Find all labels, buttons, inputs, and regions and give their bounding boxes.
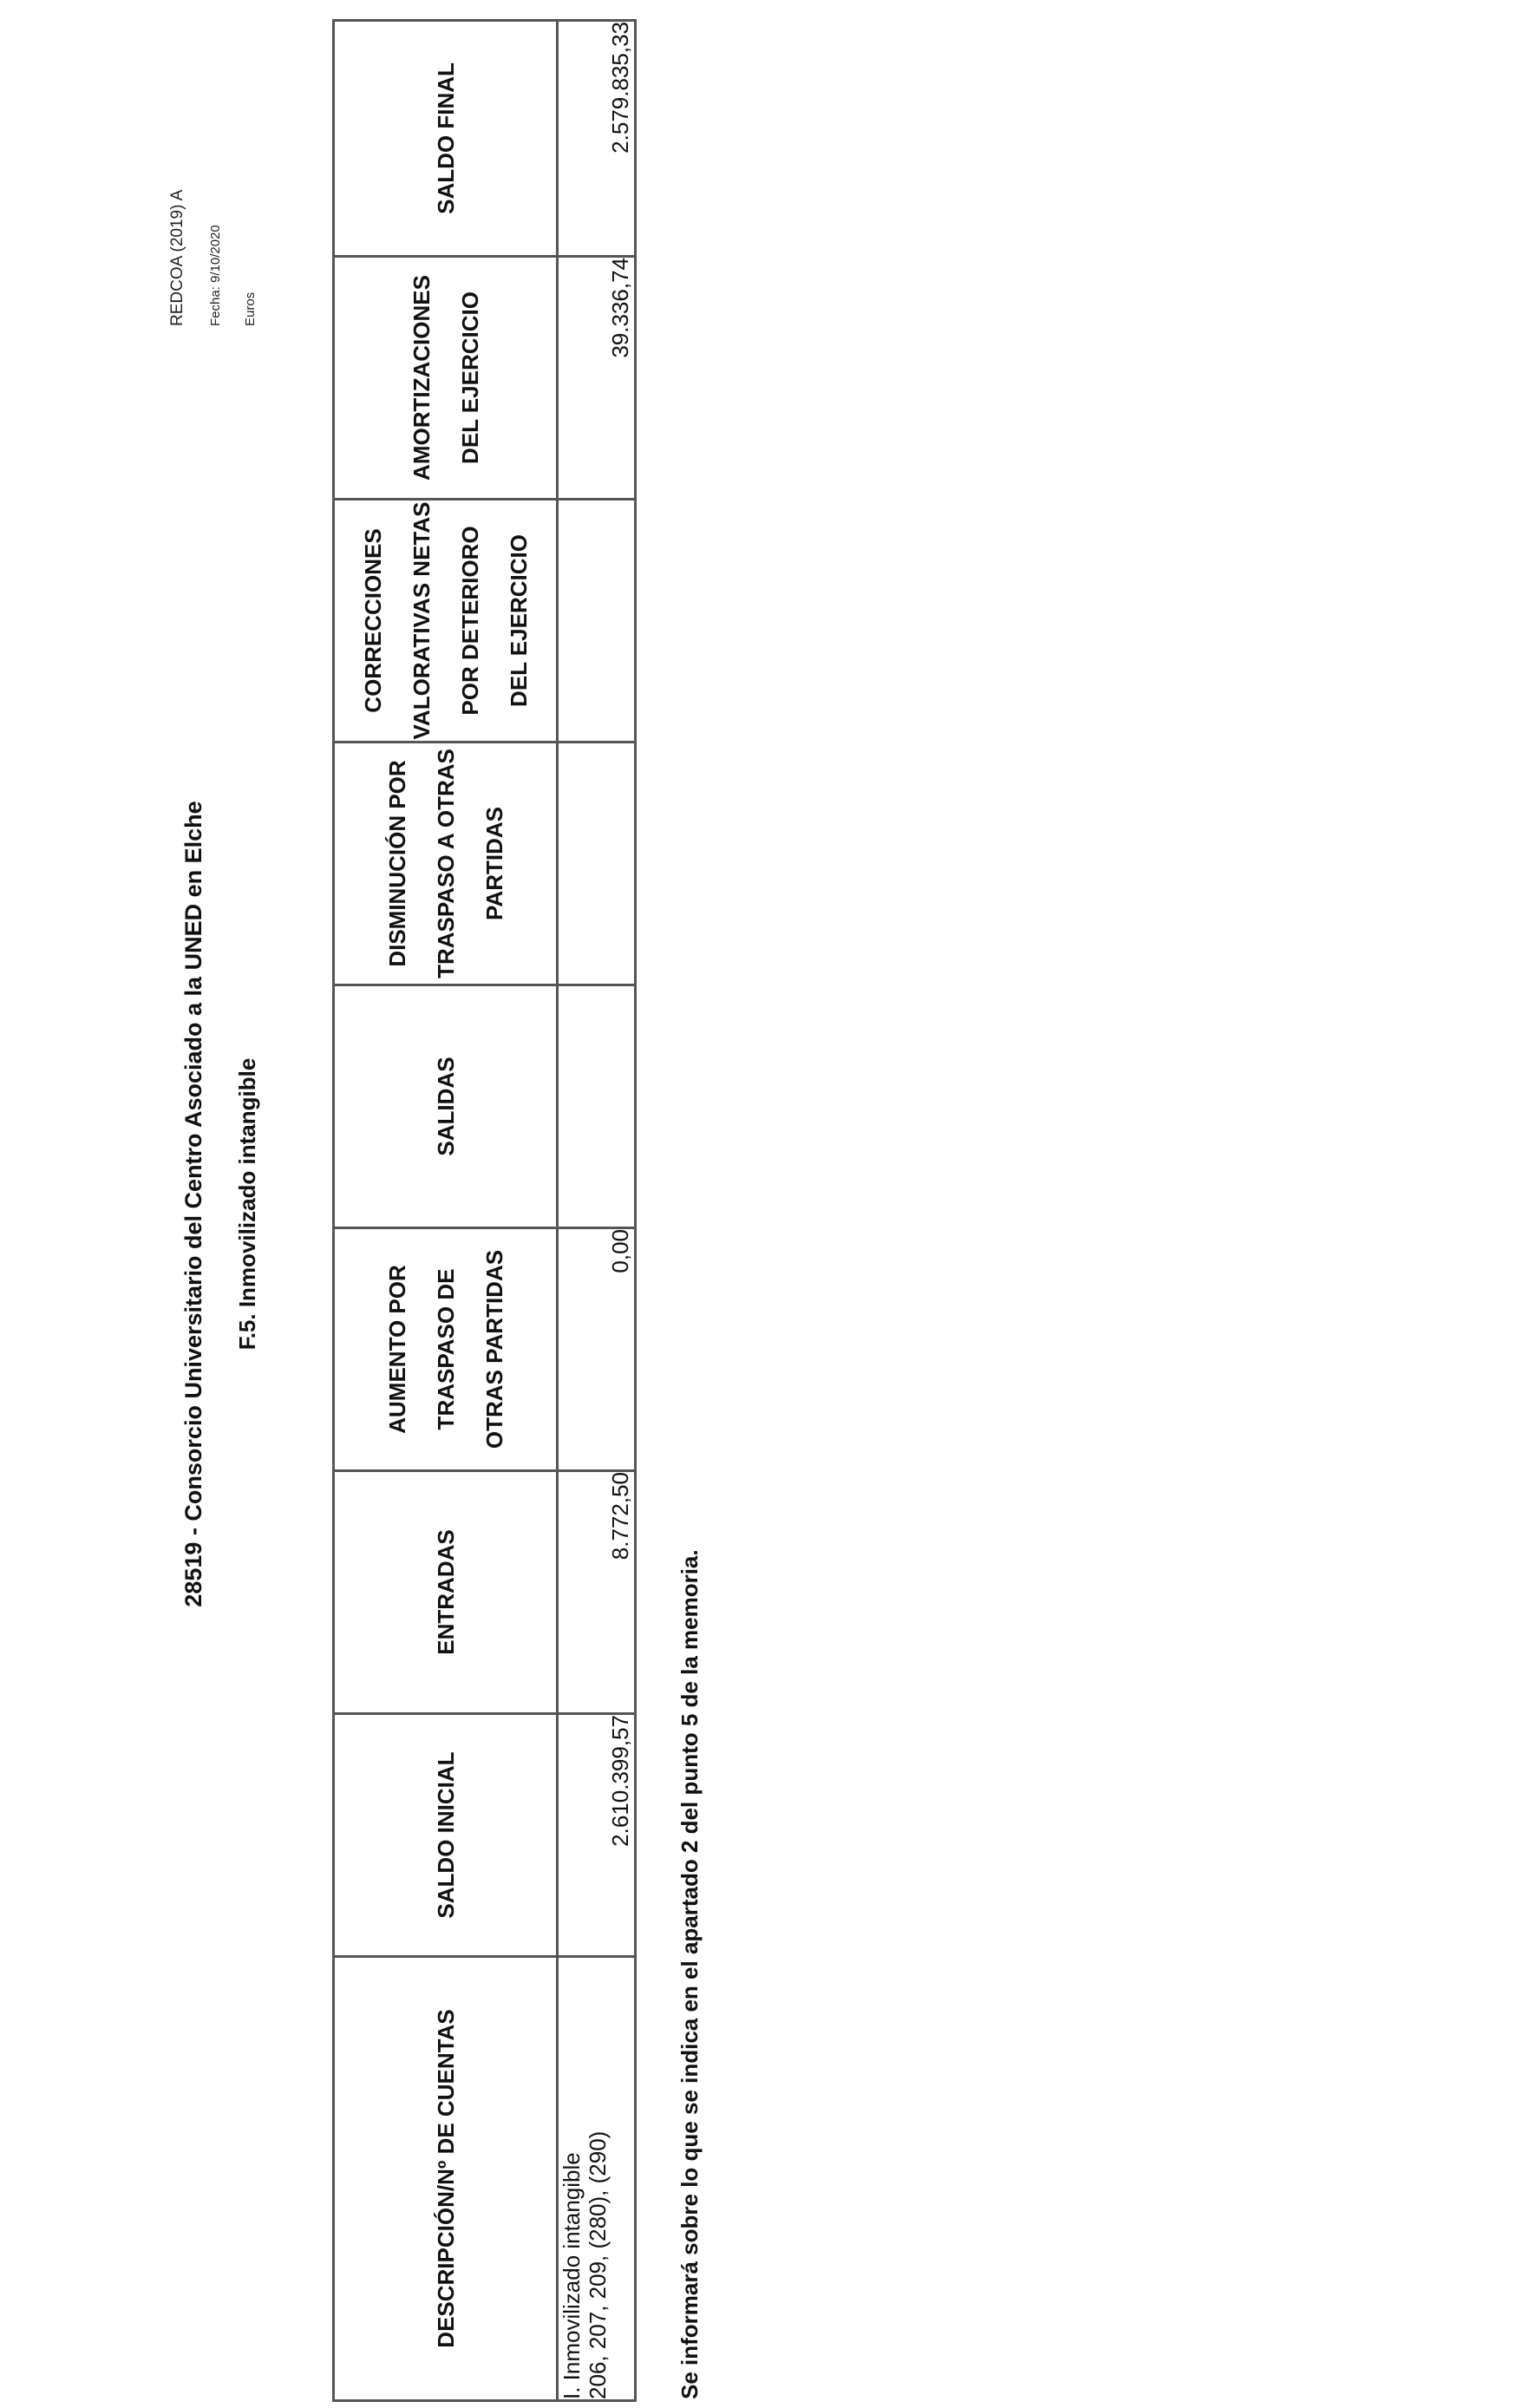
cell-disminucion-traspaso xyxy=(558,743,636,985)
header-entradas: ENTRADAS xyxy=(334,1471,558,1714)
header-aumento-traspaso: AUMENTO POR TRASPASO DE OTRAS PARTIDAS xyxy=(334,1228,558,1471)
row-description-accounts: 206, 207, 209, (280), (290) xyxy=(585,2130,611,2399)
header-description: DESCRIPCIÓN/Nº DE CUENTAS xyxy=(334,1957,558,2401)
footnote: Se informará sobre lo que se indica en el apartado 2 del punto 5 de la memoria. xyxy=(677,1549,703,2399)
cell-saldo-final: 2.579.835,33 xyxy=(558,21,636,257)
header-saldo-final: SALDO FINAL xyxy=(334,21,558,257)
page-subtitle: F.5. Inmovilizado intangible xyxy=(234,1057,260,1351)
header-disminucion-traspaso: DISMINUCIÓN POR TRASPASO A OTRAS PARTIDAS xyxy=(334,743,558,985)
intangible-assets-table xyxy=(332,19,637,2402)
cell-correcciones xyxy=(558,500,636,743)
cell-amortizaciones: 39.336,74 xyxy=(558,257,636,500)
report-code: REDCOA (2019) A xyxy=(168,189,186,326)
table-row xyxy=(558,21,636,2401)
cell-aumento-traspaso: 0,00 xyxy=(558,1228,636,1471)
cell-salidas xyxy=(558,985,636,1228)
header-amortizaciones: AMORTIZACIONES DEL EJERCICIO xyxy=(334,257,558,500)
row-description xyxy=(558,1957,636,2401)
cell-entradas: 8.772,50 xyxy=(558,1471,636,1714)
currency-unit: Euros xyxy=(243,291,258,326)
page-title: 28519 - Consorcio Universitario del Centro Asociado a la UNED en Elche xyxy=(180,801,206,1607)
header-saldo-inicial: SALDO INICIAL xyxy=(334,1714,558,1957)
report-date: Fecha: 9/10/2020 xyxy=(208,225,223,326)
header-salidas: SALIDAS xyxy=(334,985,558,1228)
table-header-row xyxy=(334,21,558,2401)
header-correcciones: CORRECCIONES VALORATIVAS NETAS POR DETERIORO DEL EJERCICIO xyxy=(334,500,558,743)
cell-saldo-inicial: 2.610.399,57 xyxy=(558,1714,636,1957)
row-description-title: I. Inmovilizado intangible xyxy=(559,2152,585,2399)
